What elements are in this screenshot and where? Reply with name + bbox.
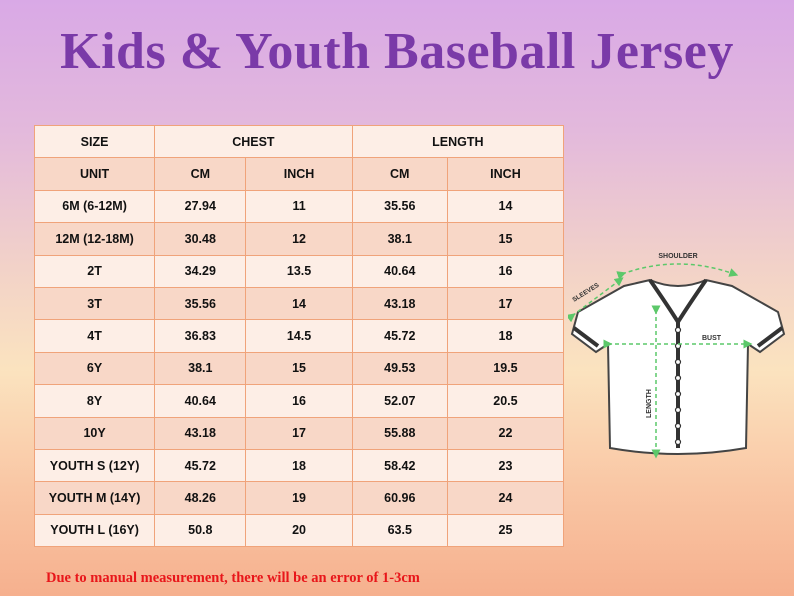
table-row: [35, 417, 564, 449]
table-row: [35, 190, 564, 222]
cell-chest-inch: 15: [246, 352, 352, 384]
cell-size: YOUTH S (12Y): [35, 449, 155, 481]
cell-chest-cm: 35.56: [155, 287, 246, 319]
cell-size: 10Y: [35, 417, 155, 449]
cell-length-inch: 25: [447, 514, 563, 546]
cell-size: 3T: [35, 287, 155, 319]
header-length-cm: CM: [352, 158, 447, 190]
cell-chest-inch: 14: [246, 287, 352, 319]
header-chest: CHEST: [155, 126, 352, 158]
bust-label: BUST: [702, 335, 722, 342]
cell-size: 6Y: [35, 352, 155, 384]
cell-length-cm: 49.53: [352, 352, 447, 384]
cell-length-inch: 14: [447, 190, 563, 222]
header-chest-inch: INCH: [246, 158, 352, 190]
cell-length-inch: 24: [447, 482, 563, 514]
cell-chest-cm: 48.26: [155, 482, 246, 514]
header-length-inch: INCH: [447, 158, 563, 190]
table-unit-row: [35, 158, 564, 190]
cell-length-cm: 52.07: [352, 385, 447, 417]
table-row: [35, 514, 564, 546]
cell-chest-inch: 20: [246, 514, 352, 546]
cell-length-cm: 40.64: [352, 255, 447, 287]
cell-chest-cm: 27.94: [155, 190, 246, 222]
cell-size: YOUTH M (14Y): [35, 482, 155, 514]
cell-chest-inch: 14.5: [246, 320, 352, 352]
cell-length-inch: 23: [447, 449, 563, 481]
cell-length-inch: 15: [447, 223, 563, 255]
table-row: [35, 223, 564, 255]
cell-size: 4T: [35, 320, 155, 352]
cell-length-cm: 45.72: [352, 320, 447, 352]
table-row: [35, 385, 564, 417]
cell-length-cm: 43.18: [352, 287, 447, 319]
cell-chest-cm: 40.64: [155, 385, 246, 417]
cell-length-inch: 16: [447, 255, 563, 287]
cell-size: 8Y: [35, 385, 155, 417]
table-row: [35, 287, 564, 319]
cell-chest-inch: 17: [246, 417, 352, 449]
cell-length-inch: 22: [447, 417, 563, 449]
page-title: Kids & Youth Baseball Jersey: [60, 23, 734, 80]
cell-size: 2T: [35, 255, 155, 287]
cell-chest-cm: 38.1: [155, 352, 246, 384]
table-row: [35, 352, 564, 384]
cell-chest-cm: 50.8: [155, 514, 246, 546]
cell-length-inch: 20.5: [447, 385, 563, 417]
header-length: LENGTH: [352, 126, 563, 158]
cell-chest-cm: 43.18: [155, 417, 246, 449]
cell-length-cm: 58.42: [352, 449, 447, 481]
cell-chest-inch: 16: [246, 385, 352, 417]
shoulder-label: SHOULDER: [658, 253, 698, 260]
cell-chest-inch: 13.5: [246, 255, 352, 287]
cell-length-cm: 60.96: [352, 482, 447, 514]
cell-size: 6M (6-12M): [35, 190, 155, 222]
cell-length-cm: 63.5: [352, 514, 447, 546]
table-row: [35, 255, 564, 287]
size-chart-table: [34, 125, 564, 547]
cell-chest-cm: 36.83: [155, 320, 246, 352]
cell-length-inch: 18: [447, 320, 563, 352]
header-size: SIZE: [35, 126, 155, 158]
cell-chest-inch: 12: [246, 223, 352, 255]
cell-length-cm: 55.88: [352, 417, 447, 449]
jersey-diagram: [568, 248, 788, 463]
cell-length-cm: 35.56: [352, 190, 447, 222]
cell-size: 12M (12-18M): [35, 223, 155, 255]
table-row: [35, 482, 564, 514]
cell-length-inch: 17: [447, 287, 563, 319]
header-chest-cm: CM: [155, 158, 246, 190]
cell-chest-cm: 45.72: [155, 449, 246, 481]
cell-length-inch: 19.5: [447, 352, 563, 384]
cell-length-cm: 38.1: [352, 223, 447, 255]
table-row: [35, 449, 564, 481]
cell-size: YOUTH L (16Y): [35, 514, 155, 546]
measurement-note: Due to manual measurement, there will be an error of 1-3cm: [46, 570, 420, 586]
sleeves-label: SLEEVES: [571, 281, 601, 304]
length-label: LENGTH: [646, 389, 653, 418]
header-unit: UNIT: [35, 158, 155, 190]
cell-chest-cm: 34.29: [155, 255, 246, 287]
table-header-row: [35, 126, 564, 158]
cell-chest-inch: 11: [246, 190, 352, 222]
shoulder-measure-line: [622, 264, 734, 274]
cell-chest-inch: 18: [246, 449, 352, 481]
table-row: [35, 320, 564, 352]
cell-chest-cm: 30.48: [155, 223, 246, 255]
cell-chest-inch: 19: [246, 482, 352, 514]
